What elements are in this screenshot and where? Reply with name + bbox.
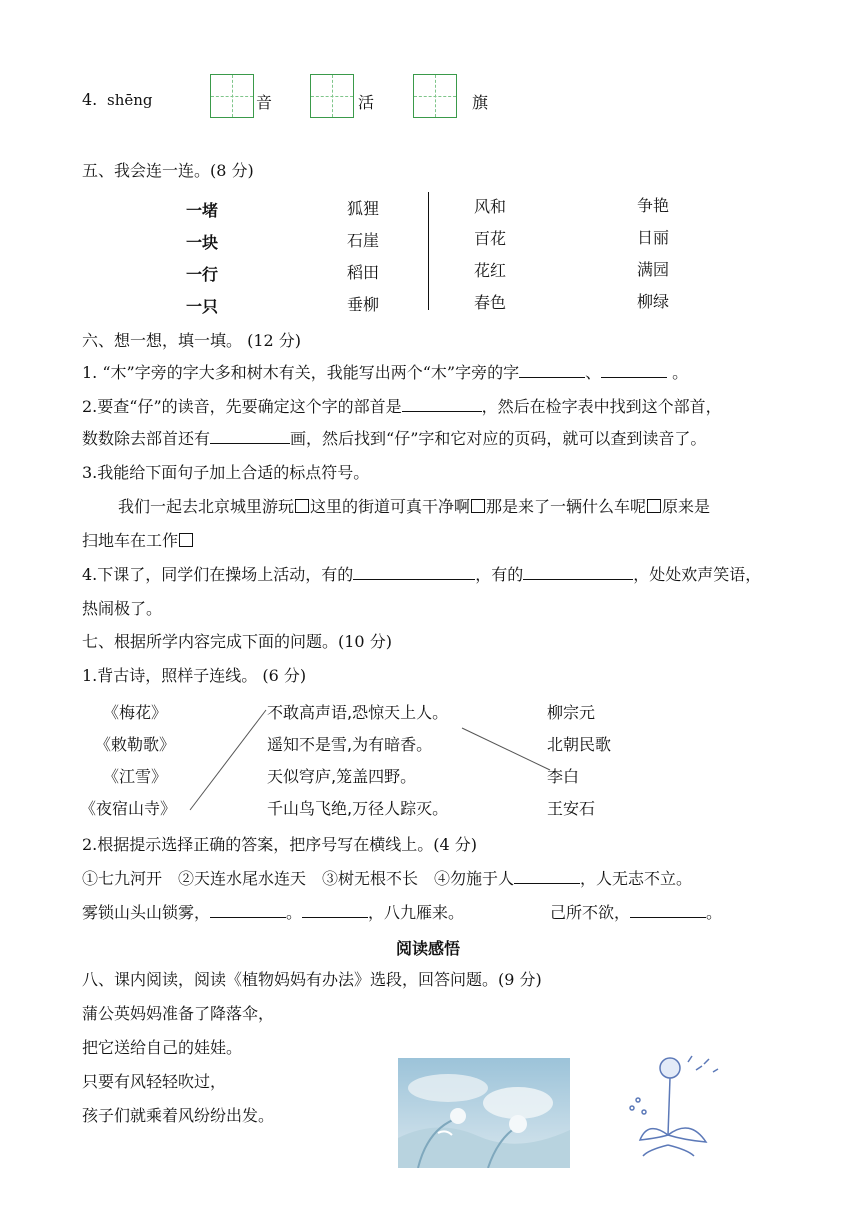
sec5-l1-0: 一堵 (186, 201, 219, 220)
sec5-l2-1: 石崖 (347, 231, 380, 250)
sec5-l1-3: 一只 (186, 297, 219, 316)
sec7-row2: 雾锁山头山锁雾， 。 ，八九雁来。 (82, 903, 465, 922)
sec6-q4-line1: 4.下课了，同学们在操场上活动，有的 ，有的 ，处处欢声笑语， (82, 565, 762, 584)
poem-author-3: 李白 (547, 767, 580, 786)
sec5-r1-1: 百花 (474, 229, 507, 248)
connector-line-2 (462, 728, 550, 770)
q4-pinyin: shēng (107, 91, 153, 109)
sec5-l1-2: 一行 (186, 265, 219, 284)
reading-title: 八、课内阅读，阅读《植物妈妈有办法》选段，回答问题。(9 分) (82, 970, 542, 989)
poem-text-1: 蒲公英妈妈准备了降落伞， (82, 1004, 275, 1023)
sec5-r2-1: 日丽 (637, 228, 670, 247)
sec6-q3-sentence: 我们一起去北京城里游玩 这里的街道可真干净啊 那是来了一辆什么车呢 原来是 (118, 497, 711, 516)
poem-text-2: 把它送给自己的娃娃。 (82, 1038, 243, 1057)
sec5-title: 五、我会连一连。(8 分) (82, 161, 254, 180)
poem-text-3: 只要有风轻轻吹过， (82, 1072, 227, 1091)
sec6-q2-line2: 数数除去部首还有 画，然后找到“仔”字和它对应的页码，就可以查到读音了。 (82, 429, 707, 448)
poem-line-3: 天似穹庐,笼盖四野。 (267, 767, 417, 786)
q4-char-3: 旗 (472, 93, 489, 112)
sec5-r2-2: 满园 (637, 260, 670, 279)
blank-q2b-1[interactable] (514, 869, 580, 884)
sec6-q2-line1: 2.要查“仔”的读音，先要确定这个字的部首是 ，然后在检字表中找到这个部首， (82, 397, 722, 416)
sec6-q1: 1. “木”字旁的字大多和树木有关，我能写出两个“木”字旁的字 、 。 (82, 363, 689, 382)
sec5-l2-2: 稻田 (347, 263, 380, 282)
sec6-q3-sentence-cont: 扫地车在工作 (82, 528, 194, 551)
poem-author-2: 北朝民歌 (547, 735, 612, 754)
poem-title-3: 《江雪》 (103, 767, 168, 786)
poem-text-4: 孩子们就乘着风纷纷出发。 (82, 1106, 275, 1125)
sec7-q1-title: 1.背古诗，照样子连线。 (6 分) (82, 666, 307, 685)
sec5-l2-0: 狐狸 (347, 199, 380, 218)
sec6-title: 六、想一想，填一填。 (12 分) (82, 331, 302, 350)
sec6-q4-line2: 热闹极了。 (82, 599, 163, 618)
reading-header: 阅读感悟 (396, 939, 461, 958)
sec5-r2-0: 争艳 (637, 196, 670, 215)
dandelion-icon (618, 1050, 738, 1160)
sec5-l2-3: 垂柳 (347, 295, 380, 314)
q4-label: 4. (82, 90, 98, 109)
sec7-row2-right: 己所不欲， 。 (550, 903, 723, 922)
blank-q2b-2[interactable] (210, 903, 286, 918)
sec7-q2-title: 2.根据提示选择正确的答案，把序号写在横线上。(4 分) (82, 835, 478, 854)
sec7-options: ①七九河开 ②天连水尾水连天 ③树无根不长 ④勿施于人 ，人无志不立。 (82, 869, 693, 888)
sec5-r2-3: 柳绿 (637, 292, 670, 311)
dandelion-scene-illustration (398, 1058, 570, 1168)
sec5-r1-3: 春色 (474, 293, 507, 312)
poem-title-2: 《敕勒歌》 (95, 735, 176, 754)
sec5-r1-0: 风和 (474, 197, 507, 216)
sec7-title: 七、根据所学内容完成下面的问题。(10 分) (82, 632, 392, 651)
poem-line-2: 遥知不是雪,为有暗香。 (267, 735, 433, 754)
poem-author-1: 柳宗元 (547, 703, 596, 722)
poem-title-1: 《梅花》 (103, 703, 168, 722)
poem-line-4: 千山鸟飞绝,万径人踪灭。 (267, 799, 449, 818)
q4-char-1: 音 (256, 93, 273, 112)
connector-line-1 (190, 710, 266, 810)
blank-q2b-3[interactable] (302, 903, 368, 918)
poem-title-4: 《夜宿山寺》 (80, 799, 177, 818)
blank-q2b-4[interactable] (630, 903, 706, 918)
poem-line-1: 不敢高声语,恐惊天上人。 (267, 703, 449, 722)
q4-char-2: 活 (358, 93, 375, 112)
sec5-r1-2: 花红 (474, 261, 507, 280)
sec6-q3-title: 3.我能给下面句子加上合适的标点符号。 (82, 463, 370, 482)
poem-author-4: 王安石 (547, 799, 596, 818)
sec5-l1-1: 一块 (186, 233, 219, 252)
